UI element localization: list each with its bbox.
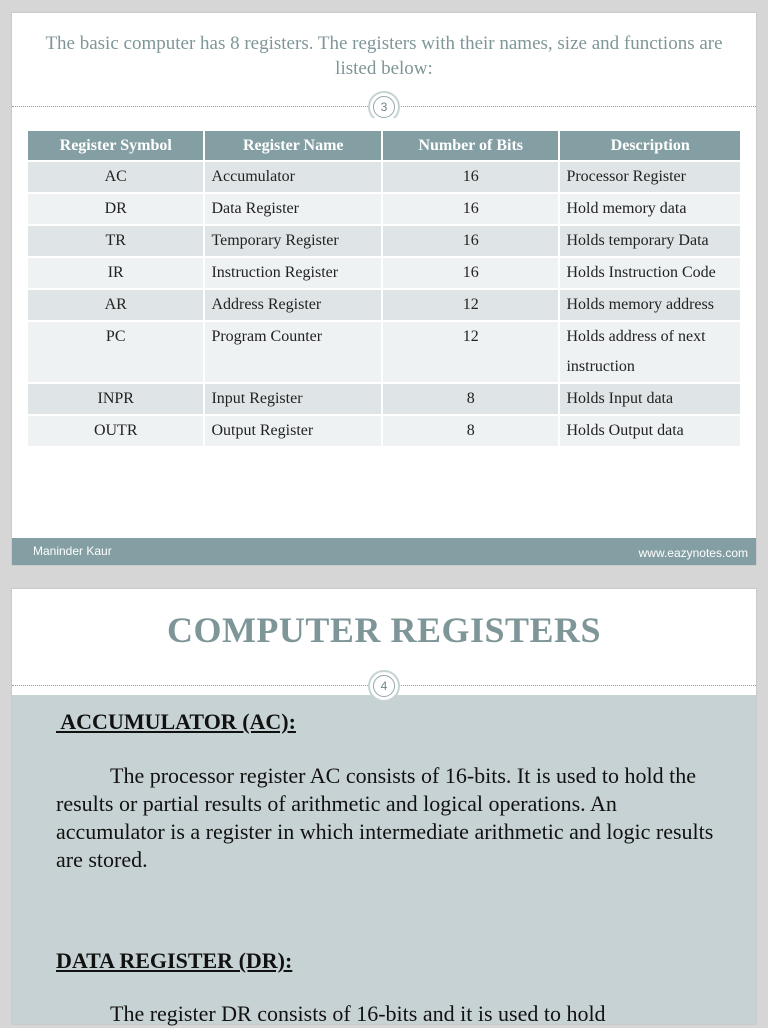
register-symbol: AR	[27, 289, 204, 321]
register-name: Accumulator	[204, 161, 382, 193]
register-description: Holds address of next instruction	[559, 321, 741, 383]
register-bits: 16	[382, 225, 559, 257]
slide-title: COMPUTER REGISTERS	[166, 610, 602, 650]
register-bits: 8	[382, 383, 559, 415]
table-header-row	[27, 130, 741, 161]
table-row	[27, 321, 741, 383]
register-symbol: PC	[27, 321, 204, 383]
register-symbol: INPR	[27, 383, 204, 415]
table-row	[27, 289, 741, 321]
section-paragraph-accumulator	[56, 762, 716, 874]
register-description: Holds temporary Data	[559, 225, 741, 257]
slide-body	[12, 118, 756, 538]
page-number: 3	[373, 96, 395, 118]
paragraph-text: The processor register AC consists of 16-bits. It is used to hold the results or partial results of arithmetic and logical operations. An accumulator is a register in which intermediate arithmetic and logic results are stored.	[56, 763, 714, 872]
register-symbol: TR	[27, 225, 204, 257]
slide-4	[12, 589, 756, 1024]
register-symbol: AC	[27, 161, 204, 193]
footer-author: Maninder Kaur	[33, 544, 112, 558]
register-description: Holds memory address	[559, 289, 741, 321]
table-row	[27, 161, 741, 193]
section-heading-data-register: DATA REGISTER (DR):	[56, 948, 293, 973]
register-name: Data Register	[204, 193, 382, 225]
page-number: 4	[373, 675, 395, 697]
column-header: Register Name	[204, 130, 382, 161]
register-symbol: IR	[27, 257, 204, 289]
slide-footer	[12, 538, 756, 565]
slide-title: The basic computer has 8 registers. The registers with their names, size and functions are listed below:	[45, 33, 723, 79]
register-description: Processor Register	[559, 161, 741, 193]
column-header: Description	[559, 130, 741, 161]
slide-body	[12, 695, 756, 1024]
register-bits: 16	[382, 193, 559, 225]
register-name: Temporary Register	[204, 225, 382, 257]
register-name: Output Register	[204, 415, 382, 447]
register-bits: 16	[382, 161, 559, 193]
register-description: Holds Instruction Code	[559, 257, 741, 289]
footer-website: www.eazynotes.com	[638, 546, 748, 560]
table-row	[27, 225, 741, 257]
register-bits: 12	[382, 289, 559, 321]
table-row	[27, 415, 741, 447]
register-symbol: OUTR	[27, 415, 204, 447]
slide-header	[12, 589, 756, 695]
register-bits: 12	[382, 321, 559, 383]
register-description: Holds Input data	[559, 383, 741, 415]
table-row	[27, 383, 741, 415]
column-header: Number of Bits	[382, 130, 559, 161]
register-name: Input Register	[204, 383, 382, 415]
paragraph-text: The register DR consists of 16-bits and it is used to hold	[110, 1001, 606, 1026]
column-header: Register Symbol	[27, 130, 204, 161]
slide-header	[12, 13, 756, 118]
register-description: Holds Output data	[559, 415, 741, 447]
table-row	[27, 193, 741, 225]
register-symbol: DR	[27, 193, 204, 225]
register-bits: 16	[382, 257, 559, 289]
register-description: Hold memory data	[559, 193, 741, 225]
register-bits: 8	[382, 415, 559, 447]
registers-table	[26, 129, 742, 448]
slide-3	[12, 13, 756, 565]
section-heading-accumulator: ACCUMULATOR (AC):	[56, 709, 296, 734]
register-name: Instruction Register	[204, 257, 382, 289]
table-row	[27, 257, 741, 289]
register-name: Address Register	[204, 289, 382, 321]
register-name: Program Counter	[204, 321, 382, 383]
